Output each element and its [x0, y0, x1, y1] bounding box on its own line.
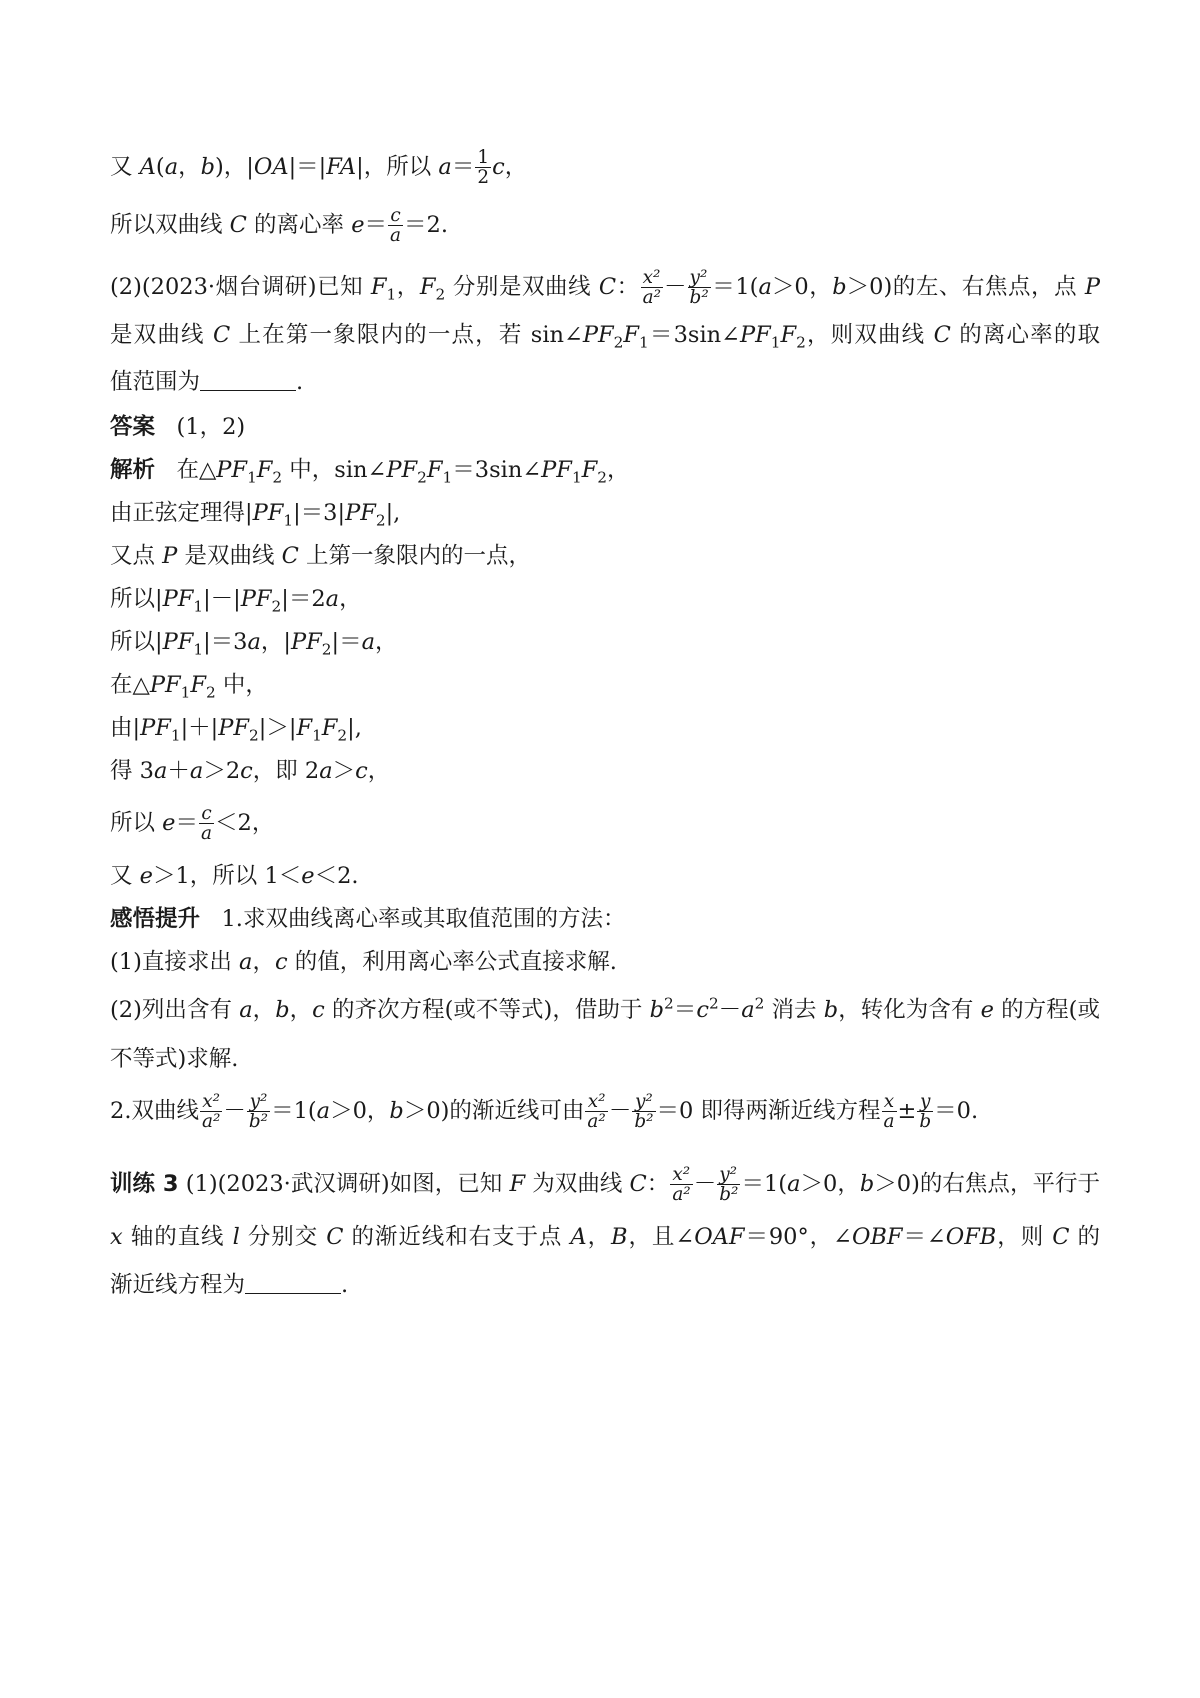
- answer-blank: [245, 1271, 341, 1295]
- fraction: $\frac{\text{x²}}{\text{a²}}$: [642, 267, 662, 309]
- exercise-label: 训练 3: [110, 1170, 179, 1197]
- answer-line: 答案 (1，2): [110, 414, 246, 440]
- insight-line-2: (1)直接求出 a，c 的值，利用离心率公式直接求解.: [110, 949, 617, 975]
- solution-line-2: 所以双曲线 C 的离心率 e＝ $\frac{c}{a}$ ＝2.: [110, 205, 448, 247]
- fraction: $\frac{\text{y²}}{\text{b²}}$: [689, 267, 709, 309]
- exercise-3-line-2: x 轴的直线 l 分别交 C 的渐近线和右支于点 A，B，且∠OAF＝90°，∠OBF＝∠OFB，则 C 的: [110, 1224, 1100, 1250]
- fraction: $\frac{x}{a}$: [883, 1091, 895, 1133]
- analysis-line-10: 又 e＞1，所以 1＜e＜2.: [110, 863, 359, 889]
- analysis-line-7: 由$|PF_1|+|PF_2|>|F_1F_2|$,: [110, 715, 362, 745]
- fraction: $\frac{\text{x²}}{\text{a²}}$: [672, 1164, 691, 1206]
- fraction: $\frac{\text{y²}}{\text{b²}}$: [634, 1091, 654, 1133]
- answer-blank: [200, 368, 296, 392]
- analysis-line-6: 在$\triangle PF_1F_2$ 中，: [110, 672, 268, 702]
- solution-line-1: 又 A(a，b)，|OA|＝|FA|，所以 a＝ $\frac{1}{2}$ c，: [110, 147, 528, 189]
- fraction: $\frac{1}{2}$: [477, 147, 490, 189]
- insight-line-4: 不等式)求解.: [110, 1046, 239, 1072]
- problem-2-line-3: 值范围为 .: [110, 369, 304, 395]
- fraction: $\frac{\text{y²}}{\text{b²}}$: [248, 1091, 269, 1133]
- insight-label: 感悟提升: [110, 906, 201, 932]
- fraction: $\frac{\text{y²}}{\text{b²}}$: [719, 1164, 739, 1206]
- analysis-line-1: 解析 在$\triangle PF_1F_2$ 中，$\sin\angle PF_2F_1=3\sin\angle PF_1F_2$，: [110, 457, 630, 487]
- analysis-line-3: 又点 P 是双曲线 C 上第一象限内的一点，: [110, 543, 531, 569]
- fraction: $\frac{y}{b}$: [919, 1091, 932, 1133]
- insight-line-5: 2.双曲线 $\frac{\text{x²}}{\text{a²}}$ － $\frac{\text{y²}}{\text{b²}}$ ＝1(a＞0，b＞0)的渐近线可由 $\frac{\text{x²}}{\text{a²}}$ － $\frac{\text{y²}}{\text{b²}}$ ＝0 即得两渐近线方程 $\frac{x}{a}$ ± $\frac{y}{b}$ ＝0.: [110, 1091, 979, 1133]
- exercise-3-line-1: 训练 3 (1)(2023·武汉调研)如图，已知 F 为双曲线 C： $\frac{\text{x²}}{\text{a²}}$ － $\frac{\text{y²}}{\text{b²}}$ ＝1(a＞0，b＞0)的右焦点，平行于: [110, 1164, 1101, 1206]
- fraction: $\frac{c}{a}$: [201, 803, 212, 845]
- insight-line-1: 感悟提升 1.求双曲线离心率或其取值范围的方法：: [110, 906, 626, 932]
- exercise-3-line-3: 渐近线方程为 .: [110, 1272, 349, 1298]
- fraction: $\frac{\text{x²}}{\text{a²}}$: [201, 1091, 221, 1133]
- analysis-line-2: 由正弦定理得$|PF_1|=3|PF_2|$,: [110, 500, 401, 530]
- fraction: $\frac{c}{a}$: [390, 205, 402, 247]
- analysis-label: 解析: [110, 457, 156, 483]
- fraction: $\frac{\text{x²}}{\text{a²}}$: [587, 1091, 606, 1133]
- analysis-line-8: 得 3a＋a＞2c，即 2a＞c，: [110, 758, 391, 784]
- analysis-line-9: 所以 e＝ $\frac{c}{a}$ ＜2，: [110, 803, 275, 845]
- problem-2-line-1: (2)(2023·烟台调研)已知 $F_1$，$F_2$ 分别是双曲线 C： $\frac{\text{x²}}{\text{a²}}$ － $\frac{\text{y²}}{\text{b²}}$ ＝1(a＞0，b＞0)的左、右焦点，点 P: [110, 267, 1100, 309]
- analysis-line-4: 所以$|PF_1|-|PF_2|=2a$，: [110, 586, 362, 616]
- insight-line-3: (2)列出含有 a，b，c 的齐次方程(或不等式)，借助于 $b^2=c^2-a^2$ 消去 b，转化为含有 e 的方程(或: [110, 994, 1100, 1023]
- problem-2-line-2: 是双曲线 C 上在第一象限内的一点，若 $\sin\angle PF_2F_1=3\sin\angle PF_1F_2$，则双曲线 C 的离心率的取: [110, 322, 1101, 352]
- analysis-line-5: 所以$|PF_1|=3a$，$|PF_2|=a$，: [110, 629, 398, 659]
- answer-label: 答案: [110, 414, 156, 440]
